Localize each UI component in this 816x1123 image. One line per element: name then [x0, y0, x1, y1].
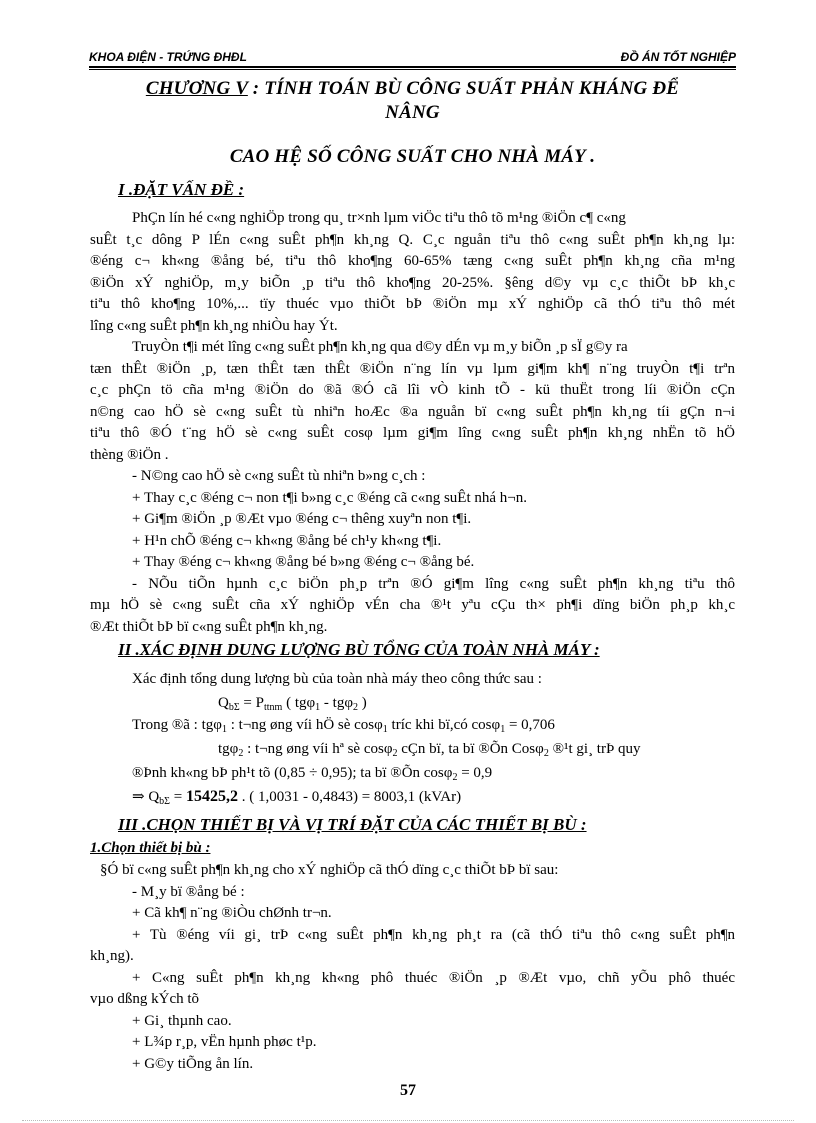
body-line: TruyÒn t¶i mét lîng c«ng suÊt ph¶n kh¸ng qua d©y dÉn vµ m¸y biÕn ¸p sÏ g©y ra	[132, 339, 628, 355]
body-line: PhÇn lín hé c«ng nghiÖp trong qu¸ tr×nh lµm viÖc tiªu thô tõ m¹ng ®iÖn c¶ c«ng	[132, 210, 626, 226]
formula-part: ( tgφ	[282, 695, 316, 711]
body-line: + Thay ®éng c¬ kh«ng ®ång bé b»ng ®éng c¬ ®ång bé.	[132, 554, 475, 570]
chapter-title-line3: CAO HỆ SỐ CÔNG SUẤT CHO NHÀ MÁY .	[229, 146, 596, 167]
body-line: tiªu thô kho¶ng 10%,... tïy thuéc vµo thiÕt bÞ ®iÖn mµ xÝ nghiÖp cã thÓ tiªu thô mét	[90, 296, 735, 312]
chapter-title-text: : TÍNH TOÁN BÙ CÔNG SUẤT PHẢN KHÁNG ĐỂ	[247, 78, 680, 99]
formula-part: . ( 1,0031 - 0,4843) = 8003,1 (kVAr)	[237, 789, 462, 805]
formula-part: 1	[315, 702, 321, 713]
formula-part: = 0,9	[457, 765, 493, 781]
formula-part: : t¬ng øng víi hª sè cosφ	[243, 741, 393, 757]
formula-line	[132, 788, 461, 811]
body-line: vµo dßng kÝch tõ	[90, 991, 200, 1007]
page-header	[89, 46, 736, 68]
formula-part: 2	[452, 772, 458, 783]
body-line: - NÕu tiÕn hµnh c¸c biÖn ph¸p trªn ®Ó gi¶m lîng c«ng suÊt ph¶n kh¸ng tiªu thô	[132, 576, 735, 592]
formula-part: bΣ	[228, 702, 240, 713]
formula-part: Q	[218, 695, 229, 711]
body-line: ®iÖn xÝ nghiÖp, m¸y biÕn ¸p tiªu thô kho¶ng 20-25%. §êng d©y vµ c¸c thiÕt bÞ kh¸c	[90, 275, 735, 291]
formula-part: Trong ®ã : tgφ	[132, 717, 222, 733]
chapter-title-line1	[89, 78, 736, 100]
formula-part: ®¹t gi¸ trÞ quy	[548, 741, 641, 757]
body-line: ®Æt thiÕt bÞ bï c«ng suÊt ph¶n kh¸ng.	[90, 619, 328, 635]
formula-line	[132, 764, 492, 787]
subsection-heading: 1.Chọn thiết bị bù :	[90, 840, 211, 856]
body-line: + Thay c¸c ®éng c¬ non t¶i b»ng c¸c ®éng cã c«ng suÊt nhá h¬n.	[132, 490, 527, 506]
formula-part: = P	[239, 695, 264, 711]
body-line: + L¾p r¸p, vËn hµnh phøc t¹p.	[132, 1034, 317, 1050]
header-rule-thin	[89, 69, 736, 70]
chapter-title-line2: NÂNG	[385, 102, 440, 123]
formula-part: - tgφ	[320, 695, 353, 711]
body-line: mµ hÖ sè c«ng suÊt cña xÝ nghiÖp vÉn cha ®¹t yªu cÇu th× ph¶i dïng biÖn ph¸p kh¸c	[90, 597, 735, 613]
formula-part: 2	[392, 748, 398, 759]
header-right: ĐỒ ÁN TỐT NGHIỆP	[620, 50, 736, 64]
formula-part: ⇒ Q	[132, 789, 160, 805]
page-number: 57	[400, 1082, 416, 1099]
header-left: KHOA ĐIỆN - TRỨNG ĐHĐL	[89, 50, 247, 64]
formula-part: =	[169, 789, 186, 805]
section-heading-1: I .ĐẶT VẤN ĐỀ :	[118, 180, 245, 199]
header-rule	[89, 66, 736, 68]
body-line: n©ng cao hÖ sè c«ng suÊt tù nhiªn hoÆc ®a nguån bï c«ng suÊt ph¶n kh¸ng tíi gÇn n¬i	[90, 404, 735, 420]
body-line: kh¸ng).	[90, 948, 134, 964]
formula-part: bΣ	[159, 796, 170, 807]
body-line: + Gi¶m ®iÖn ¸p ®Æt vµo ®éng c¬ thêng xuyªn non t¶i.	[132, 511, 472, 527]
formula-part: cÇn bï, ta bï ®Õn Cosφ	[397, 741, 544, 757]
chapter-prefix: CHƯƠNG V	[145, 78, 248, 99]
formula-part: ®Þnh kh«ng bÞ ph¹t tõ (0,85 ÷ 0,95); ta bï ®Õn cosφ	[132, 765, 453, 781]
section-heading-2: II .XÁC ĐỊNH DUNG LƯỢNG BÙ TỔNG CỦA TOÀN NHÀ MÁY :	[118, 640, 600, 659]
formula-part: : t¬ng øng víi hÖ sè cosφ	[226, 717, 383, 733]
formula-part: 1	[221, 724, 227, 735]
body-line: thèng ®iÖn .	[90, 447, 169, 463]
body-line: + Cã kh¶ n¨ng ®iÒu chØnh tr¬n.	[132, 905, 332, 921]
formula-part: 2	[238, 748, 244, 759]
body-line: c¸c phÇn tö cña m¹ng ®iÖn do ®ã ®Ó cã lîi vÒ kinh tÕ - kü thuËt trong líi ®iÖn cÇn	[90, 382, 735, 398]
formula-part: tgφ	[218, 741, 239, 757]
body-line: - M¸y bï ®ång bé :	[132, 884, 245, 900]
body-line: + G©y tiÕng ån lín.	[132, 1056, 254, 1072]
formula-line	[218, 694, 367, 717]
formula-part: 1	[382, 724, 388, 735]
body-line: + Tù ®éng víi gi¸ trÞ c«ng suÊt ph¶n kh¸ng ph¸t ra (cã thÓ tiªu thô c«ng suÊt ph¶n	[132, 927, 735, 943]
formula-line	[218, 740, 641, 763]
formula-part: 1	[500, 724, 506, 735]
formula-part: ttnm	[263, 702, 283, 713]
body-line: ®éng c¬ kh«ng ®ång bé, tiªu thô kho¶ng 60-65% tæng c«ng suÊt ph¶n kh¸ng cña m¹ng	[90, 253, 735, 269]
body-line: tiªu thô ®Ó t¨ng hÖ sè c«ng suÊt cosφ lµm gi¶m lîng c«ng suÊt ph¶n kh¸ng nhËn tõ hÖ	[90, 425, 735, 441]
body-line: + H¹n chÕ ®éng c¬ kh«ng ®ång bé ch¹y kh«ng t¶i.	[132, 533, 442, 549]
body-line: §Ó bï c«ng suÊt ph¶n kh¸ng cho xÝ nghiÖp cã thÓ dïng c¸c thiÕt bÞ bï sau:	[100, 862, 559, 878]
formula-part: 15425,2	[185, 788, 238, 805]
page-bottom-rule	[22, 1120, 794, 1121]
body-line: + Gi¸ thµnh cao.	[132, 1013, 232, 1029]
formula-part: )	[357, 695, 367, 711]
body-line: suÊt t¸c dông P lÉn c«ng suÊt ph¶n kh¸ng Q. C¸c nguån tiªu thô c«ng suÊt ph¶n kh¸ng lµ:	[90, 232, 735, 248]
formula-line	[132, 716, 555, 739]
body-line: Xác định tổng dung lượng bù của toàn nhà máy theo công thức sau :	[132, 671, 542, 687]
body-line: tæn thÊt ®iÖn ¸p, tæn thÊt tæn thÊt ®iÖn n¨ng lín vµ lµm gi¶m kh¶ n¨ng truyÒn t¶i trªn	[90, 361, 735, 377]
formula-part: = 0,706	[505, 717, 555, 733]
body-line: - N©ng cao hÖ sè c«ng suÊt tù nhiªn b»ng c¸ch :	[132, 468, 426, 484]
body-line: lîng c«ng suÊt ph¶n kh¸ng nhiÒu hay Ýt.	[90, 318, 338, 334]
formula-part: 2	[352, 702, 358, 713]
formula-part: 2	[543, 748, 549, 759]
section-heading-3: III .CHỌN THIẾT BỊ VÀ VỊ TRÍ ĐẶT CỦA CÁC THIẾT BỊ BÙ :	[118, 815, 587, 834]
formula-part: tríc khi bï,có cosφ	[387, 717, 501, 733]
body-line: + C«ng suÊt ph¶n kh¸ng kh«ng phô thuéc ®iÖn ¸p ®Æt vµo, chñ yÕu phô thuéc	[132, 970, 735, 986]
